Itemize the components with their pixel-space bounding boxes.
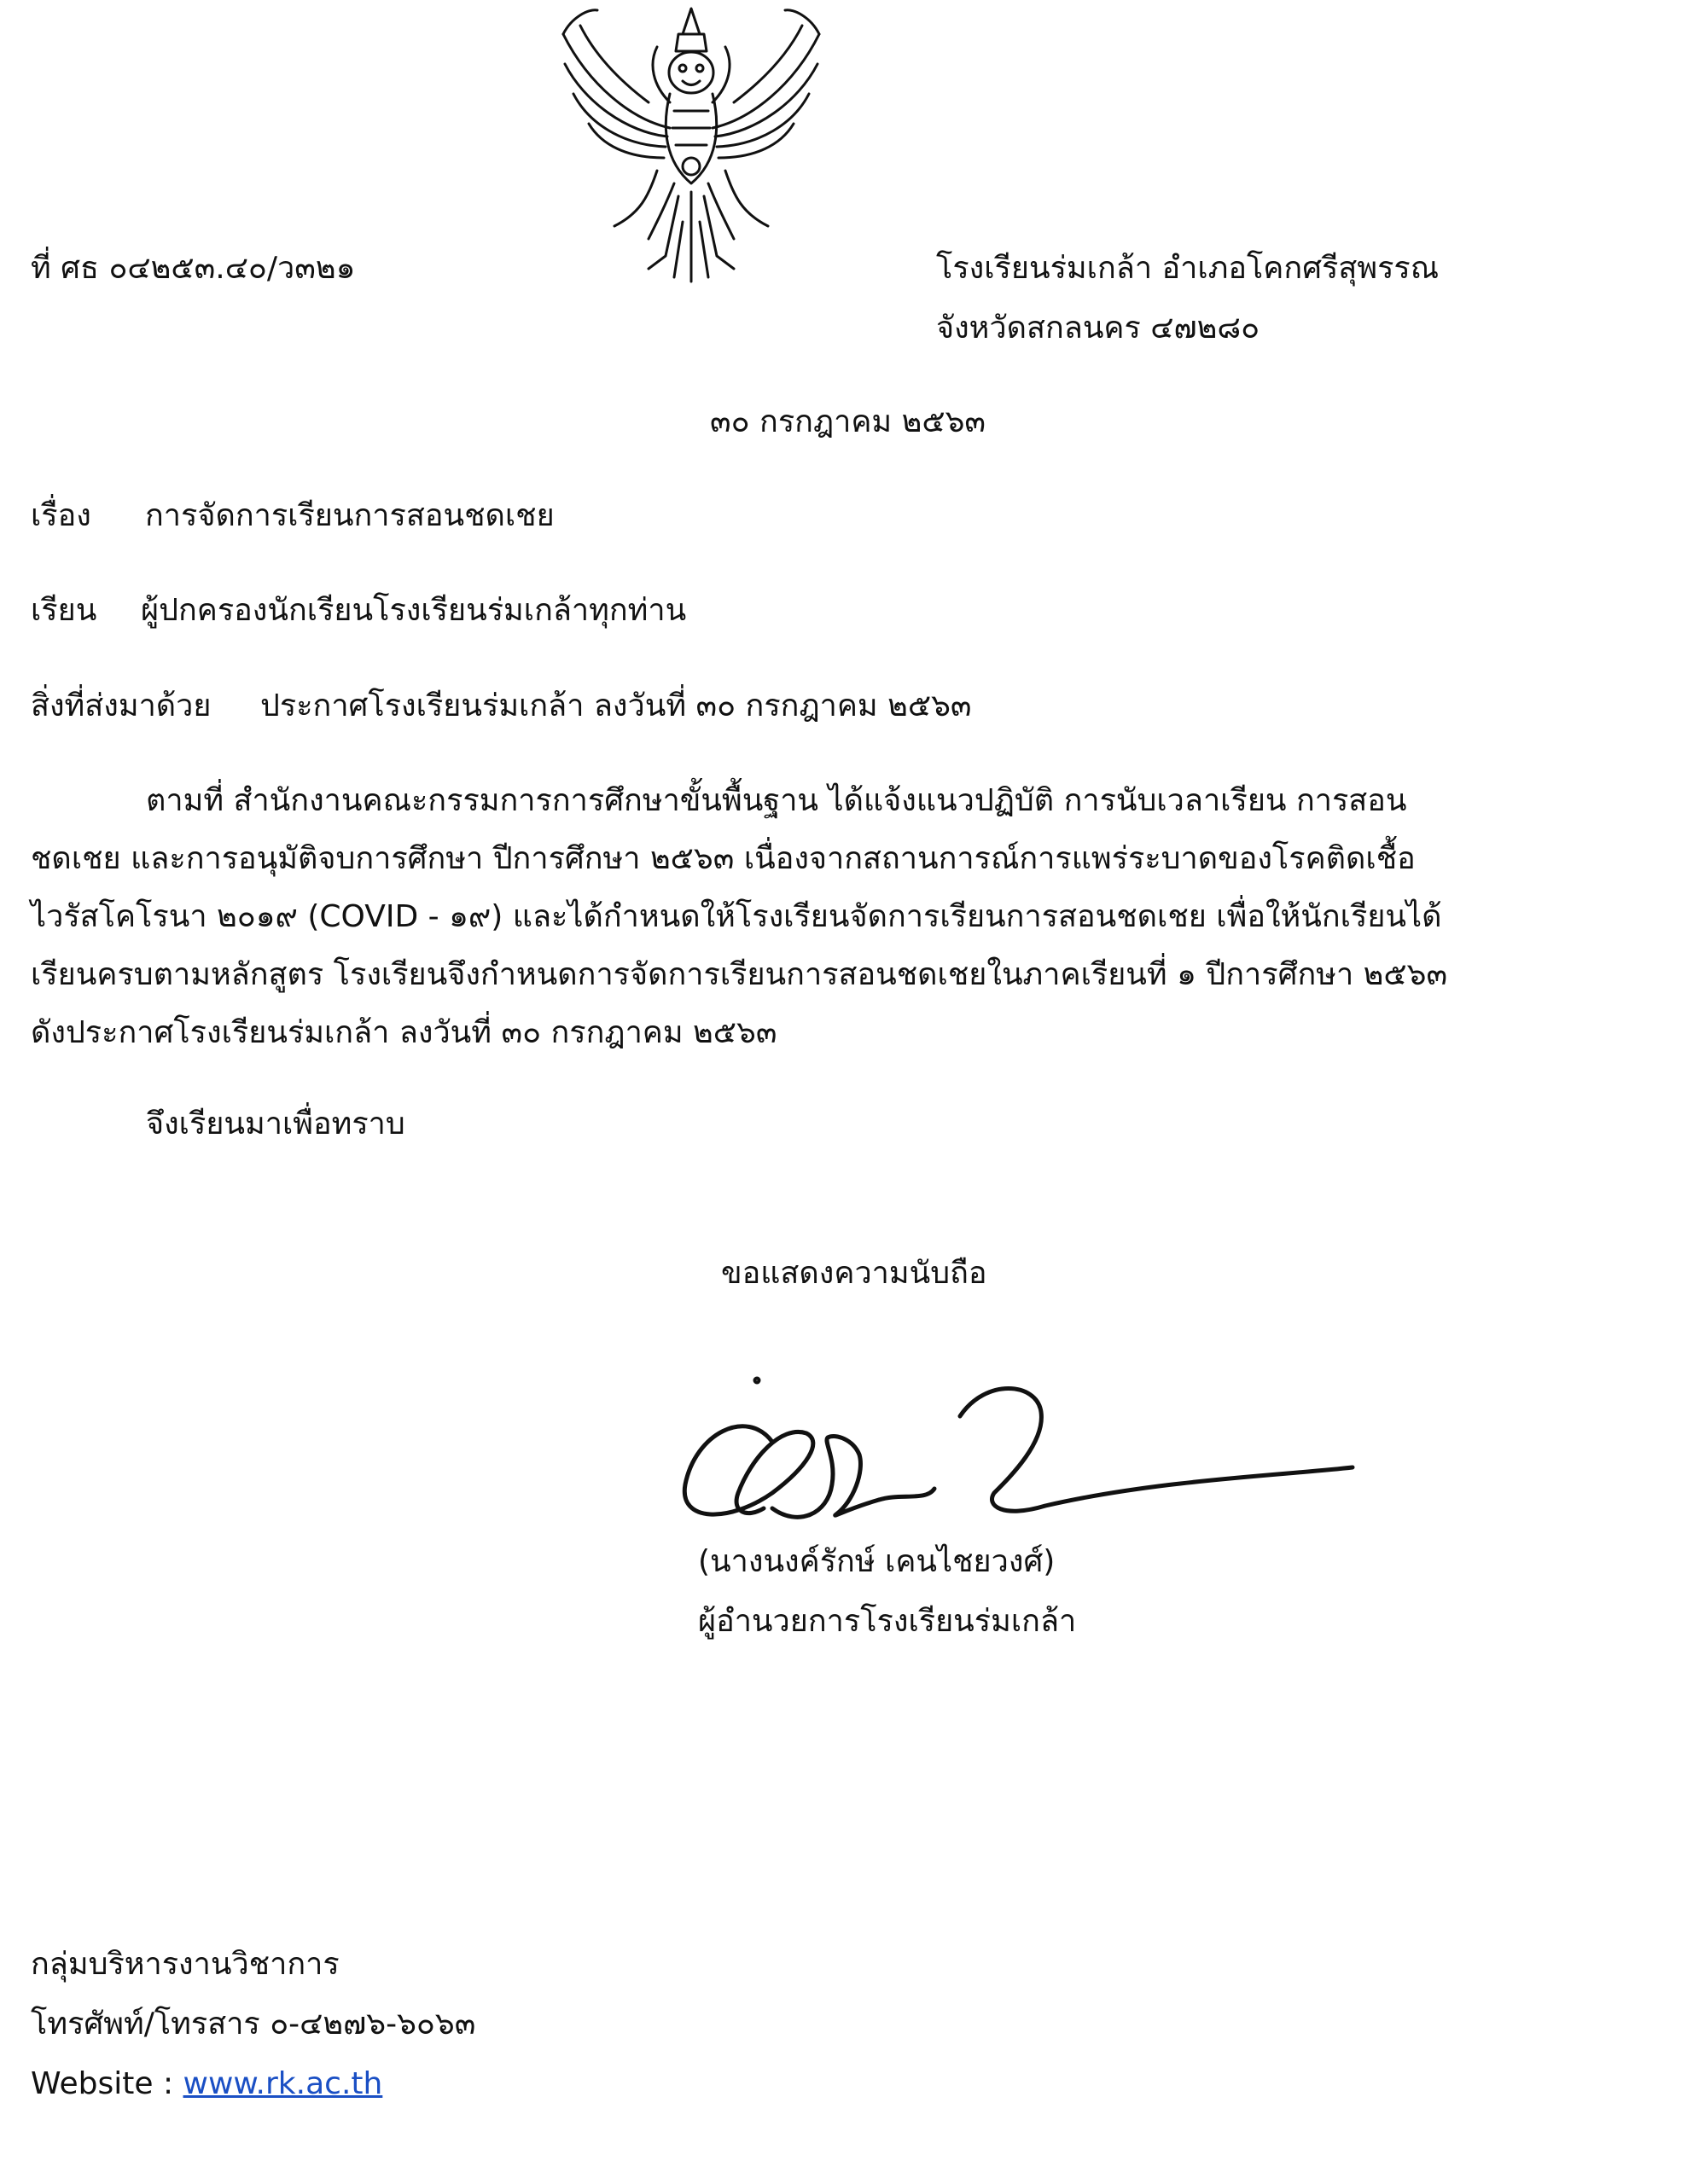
subject-label: เรื่อง (31, 498, 91, 533)
handwritten-signature-icon (678, 1365, 1361, 1536)
reference-number: ที่ ศธ ๐๔๒๕๓.๔๐/ว๓๒๑ (31, 251, 356, 286)
footer-phone: โทรศัพท์/โทรสาร ๐-๔๒๗๖-๖๐๖๓ (31, 2007, 476, 2042)
signatory-name: (นางนงค์รักษ์ เคนไชยวงศ์) (698, 1544, 1056, 1579)
footer-website-label: Website : (31, 2066, 183, 2101)
website-link[interactable]: www.rk.ac.th (183, 2066, 383, 2101)
recipient-label: เรียน (31, 593, 97, 628)
footer-website (31, 2065, 382, 2103)
sender-address-line1: โรงเรียนร่มเกล้า อำเภอโคกศรีสุพรรณ (936, 251, 1440, 286)
enclosure-label: สิ่งที่ส่งมาด้วย (31, 688, 212, 723)
footer-department: กลุ่มบริหารงานวิชาการ (31, 1947, 340, 1982)
body-paragraph-text: ตามที่ สำนักงานคณะกรรมการการศึกษาขั้นพื้นฐาน ได้แจ้งแนวปฏิบัติ การนับเวลาเรียน การสอนชดเชย และการอนุมัติจบการศึกษา ปีการศึกษา ๒๕๖๓ เนื่องจากสถานการณ์การแพร่ระบาดของโรคติดเชื้อไวรัสโคโรนา ๒๐๑๙ (COVID - ๑๙) และได้กำหนดให้โรงเรียนจัดการเรียนการสอนชดเชย เพื่อให้นักเรียนได้เรียนครบตามหลักสูตร โรงเรียนจึงกำหนดการจัดการเรียนการสอนชดเชยในภาคเรียนที่ ๑ ปีการศึกษา ๒๕๖๓ ดังประกาศโรงเรียนร่มเกล้า ลงวันที่ ๓๐ กรกฎาคม ๒๕๖๓ (31, 783, 1448, 1050)
garuda-emblem-icon (555, 0, 828, 286)
subject-text: การจัดการเรียนการสอนชดเชย (145, 498, 555, 533)
body-paragraph (31, 772, 1456, 1062)
salutation: ขอแสดงความนับถือ (721, 1256, 987, 1291)
letter-date: ๓๐ กรกฎาคม ๒๕๖๓ (710, 404, 986, 439)
closing-line: จึงเรียนมาเพื่อทราบ (146, 1107, 405, 1141)
recipient-text: ผู้ปกครองนักเรียนโรงเรียนร่มเกล้าทุกท่าน (141, 593, 687, 628)
sender-address-line2: จังหวัดสกลนคร ๔๗๒๘๐ (936, 311, 1260, 346)
enclosure-text: ประกาศโรงเรียนร่มเกล้า ลงวันที่ ๓๐ กรกฎาคม ๒๕๖๓ (260, 688, 972, 723)
signatory-position: ผู้อำนวยการโรงเรียนร่มเกล้า (698, 1604, 1077, 1639)
